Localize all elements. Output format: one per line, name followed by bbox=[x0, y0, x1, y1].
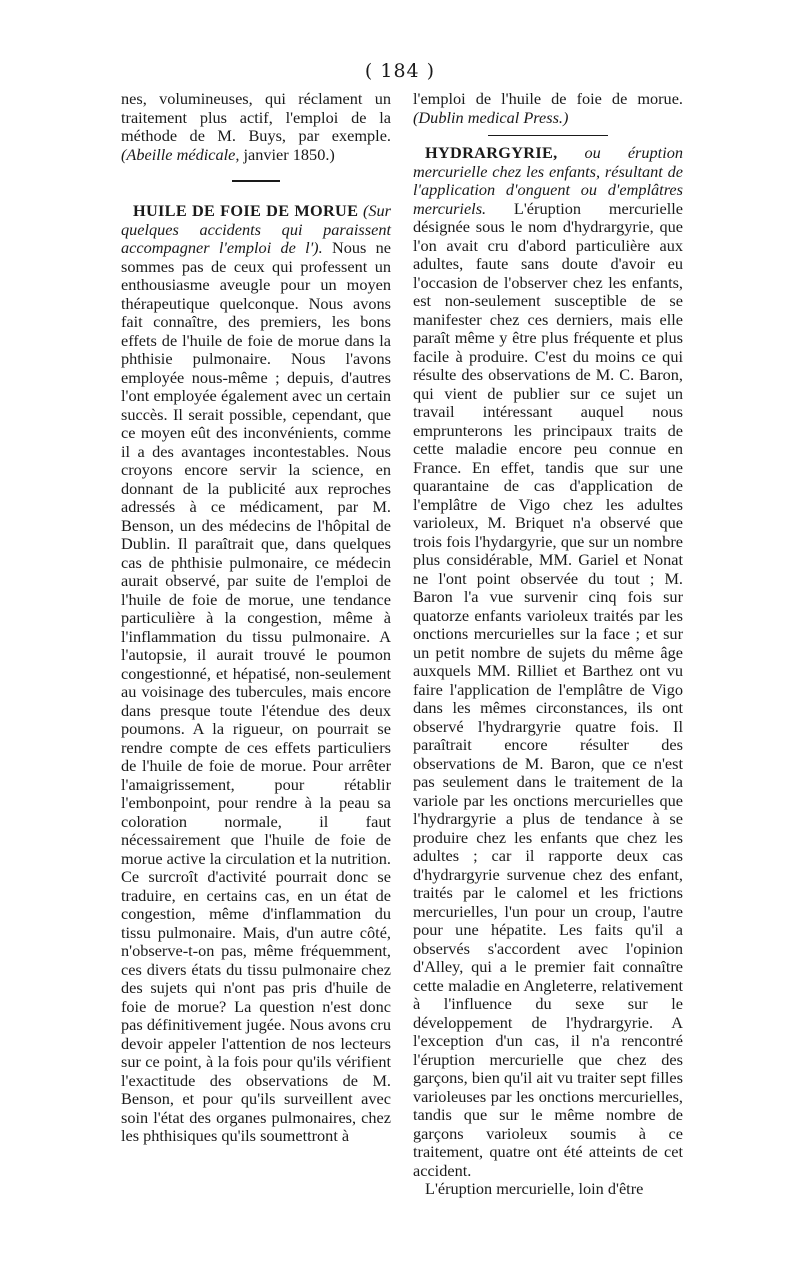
source-citation: (Dublin medical Press.) bbox=[413, 107, 569, 127]
article-body: Nous ne sommes pas de ceux qui professent un enthousiasme aveugle pour un moyen thérapeutique quelconque. Nous avons fait connaître, des premiers, les bons effets de l'huile de foie de morue dans la phthisie pulmonaire. Nous l'avons employée nous-même ; depuis, d'autres l'ont employée également avec un certain succès. Il serait possible, cependant, que ce moyen eût des inconvénients, comme il a des avantages incontestables. Nous croyons encore servir la science, en donnant de la publicité aux reproches adressés à ce médicament, par M. Benson, un des médecins de l'hôpital de Dublin. Il paraîtrait que, dans quelques cas de phthisie pulmonaire, ce médecin aurait observé, par suite de l'emploi de l'huile de foie de morue, une tendance particulière à la congestion, même à l'inflammation du tissu pulmonaire. A l'autopsie, il aurait trouvé le poumon congestionné, et hépatisé, non-seulement au voisinage des tubercules, mais encore dans presque toute l'étendue des deux poumons. A la rigueur, on pourrait se rendre compte de ces effets particuliers de l'huile de foie de morue. Pour arrêter l'amaigrissement, pour rétablir l'embonpoint, pour rendre à la peau sa coloration normale, il faut nécessairement que l'huile de foie de morue active la circulation et la nutrition. Ce surcroît d'activité pourrait donc se traduire, en certains cas, en un état de congestion, même d'inflammation du tissu pulmonaire. Mais, d'un autre côté, n'observe-t-on pas, même fréquemment, ces divers états du tissu pulmonaire chez des sujets qui n'ont pas pris d'huile de foie de morue? La question n'est donc pas définitivement jugée. Nous avons cru devoir appeler l'attention de nos lecteurs sur ce point, à la fois pour qu'ils vérifient l'exactitude des observations de M. Benson, et pour qu'ils surveillent avec soin l'état des organes pulmonaires, chez les phthisiques qu'ils soumettront à bbox=[121, 238, 391, 1145]
continuation-paragraph bbox=[121, 90, 391, 164]
left-column bbox=[121, 90, 391, 1146]
continuation-paragraph bbox=[413, 90, 683, 127]
article-paragraph bbox=[413, 144, 683, 1180]
page-number: ( 184 ) bbox=[364, 60, 436, 82]
right-column bbox=[413, 90, 683, 1199]
source-citation: (Abeille médicale, bbox=[121, 144, 240, 164]
source-date: janvier 1850.) bbox=[239, 144, 335, 164]
article-heading: HYDRARGYRIE, bbox=[425, 143, 558, 162]
next-paragraph: L'éruption mercurielle, loin d'être bbox=[425, 1179, 644, 1198]
section-divider bbox=[488, 135, 608, 136]
article-subtitle: ou éruption mercurielle chez les enfants, résultant de l'application d'onguent ou d'emplâtres mercuriels. bbox=[413, 143, 683, 218]
continuation-text: nes, volumineuses, qui réclament un traitement plus actif, l'emploi de la méthode de M. Buys, par exemple. bbox=[121, 89, 391, 145]
section-divider bbox=[232, 180, 280, 182]
article-subtitle: (Sur quelques accidents qui paraissent accompagner l'emploi de l'). bbox=[121, 201, 392, 257]
article-body: L'éruption mercurielle désignée sous le nom d'hydrargyrie, que l'on avait cru d'abord particulière aux adultes, faute sans doute d'avoir eu l'occasion de l'observer chez les enfants, est non-seulement susceptible de se manifester chez ces derniers, mais elle paraît même y être plus fréquente et plus facile à produire. C'est du moins ce qui résulte des observations de M. C. Baron, qui vient de publier sur ce sujet un travail intéressant auquel nous emprunterons les principaux traits de cette maladie encore peu connue en France. En effet, tandis que sur une quarantaine de cas d'application de l'emplâtre de Vigo chez les adultes varioleux, M. Briquet n'a observé que trois fois l'hydargyrie, que sur un nombre plus considérable, MM. Gariel et Nonat ne l'ont point observée du tout ; M. Baron l'a vue survenir cinq fois sur quatorze enfants varioleux traités par les onctions mercurielles sur la face ; et sur un petit nombre de sujets du même âge auxquels MM. Rilliet et Barthez ont vu faire l'application de l'emplâtre de Vigo dans les mêmes circonstances, ils ont observé l'hydrargyrie quatre fois. Il paraîtrait encore résulter des observations de M. Baron, que ce n'est pas seulement dans le traitement de la variole par les onctions mercurielles que l'hydrargyrie a plus de tendance à se produire chez les enfants que chez les adultes ; car il rapporte deux cas d'hydrargyrie survenue chez des enfant, traités par le calomel et les frictions mercurielles, l'un pour un croup, l'autre pour une hépatite. Les faits qu'il a observés s'accordent avec l'opinion d'Alley, qui a le premier fait connaître cette maladie en Angleterre, relativement à l'influence du sexe sur le développement de l'hydrargyrie. A l'exception d'un cas, il n'a rencontré l'éruption mercurielle que chez des garçons, bien qu'il ait vu traiter sept filles varioleuses par les onctions mercurielles, tandis que sur le même nombre de garçons varioleux soumis à ce traitement, quatre ont été atteints de cet accident. bbox=[413, 198, 683, 1180]
article-paragraph bbox=[121, 202, 391, 1146]
continuation-text: l'emploi de l'huile de foie de morue. bbox=[413, 89, 683, 108]
article-heading: HUILE DE FOIE DE MORUE bbox=[133, 201, 359, 220]
